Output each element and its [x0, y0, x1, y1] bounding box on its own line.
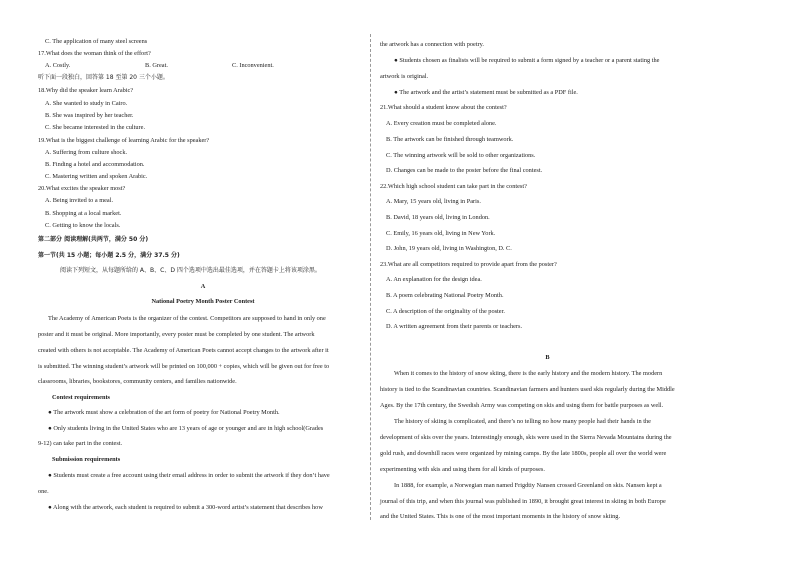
- q22-stem: 22.Which high school student can take part in the contest?: [380, 183, 527, 190]
- q18-option-b: B. She was inspired by her teacher.: [45, 112, 134, 119]
- q16-option-c: C. The application of many steel screens: [45, 38, 148, 45]
- q22-option-c: C. Emily, 16 years old, living in New York.: [386, 230, 496, 237]
- passage-a-title: National Poetry Month Poster Contest: [151, 298, 255, 305]
- passage-a-line: created with others is not acceptable. The Academy of American Poets cannot accept changes to the artwork after it: [38, 347, 329, 354]
- q20-stem: 20.What excites the speaker most?: [38, 185, 126, 192]
- q17-option-a: A. Costly.: [45, 62, 71, 69]
- q18-option-c: C. She became interested in the culture.: [45, 124, 146, 131]
- contest-requirements-heading: Contest requirements: [52, 394, 111, 401]
- q20-option-a: A. Being invited to a meal.: [45, 197, 114, 204]
- submission-item: ● Students must create a free account using their email address in order to submit the artwork if they don’t have: [48, 472, 330, 479]
- passage-a-letter: A: [200, 283, 206, 290]
- q23-option-d: D. A written agreement from their parents or teachers.: [386, 323, 523, 330]
- q19-option-b: B. Finding a hotel and accommodation.: [45, 161, 145, 168]
- passage-b-line: Ages. By the 17th century, the Swedish Army was competing on skis and using them for battle purposes as well.: [380, 402, 664, 409]
- passage-b-line: In 1888, for example, a Norwegian man named Frigdtiy Nansen crossed Greenland on skis. Nansen kept a: [394, 482, 662, 489]
- submission-item: ● Students chosen as finalists will be required to submit a form signed by a teacher or a parent stating the: [394, 57, 660, 64]
- submission-item-cont: artwork is original.: [380, 73, 429, 80]
- listening-instruction: 听下面一段独白，回答第 18 至第 20 三个小题。: [38, 74, 169, 81]
- passage-b-line: and the United States. This is one of the most important moments in the history of snow skiing.: [380, 513, 621, 520]
- submission-item-cont: the artwork has a connection with poetry.: [380, 41, 484, 48]
- section1-title: 第一节(共 15 小题；每小题 2.5 分，满分 37.5 分): [38, 252, 180, 259]
- q23-option-c: C. A description of the originality of the poster.: [386, 308, 505, 315]
- passage-a-line: is submitted. The winning student’s artwork will be printed on 100,000 + copies, which will be given out for free to: [38, 363, 330, 370]
- q22-option-a: A. Mary, 15 years old, living in Paris.: [386, 198, 481, 205]
- part2-title: 第二部分 阅读理解(共两节，满分 50 分): [38, 236, 149, 243]
- passage-b-line: gold rush, and downhill races were organized by mining camps. By the late 1800s, people all over the world were: [380, 450, 667, 457]
- passage-b-line: experimenting with skis and using them for all kinds of purposes.: [380, 466, 545, 473]
- q23-option-a: A. An explanation for the design idea.: [386, 276, 482, 283]
- q21-option-c: C. The winning artwork will be sold to other organizations.: [386, 152, 536, 159]
- q21-option-b: B. The artwork can be finished through teamwork.: [386, 136, 514, 143]
- q19-stem: 19.What is the biggest challenge of learning Arabic for the speaker?: [38, 137, 210, 144]
- passage-b-line: journal of this trip, and when this journal was published in 1890, it brought great interest in skiing in both Europe: [380, 498, 666, 505]
- q17-options: [45, 62, 365, 70]
- q22-option-d: D. John, 19 years old, living in Washington, D. C.: [386, 245, 512, 252]
- q18-option-a: A. She wanted to study in Cairo.: [45, 100, 128, 107]
- q21-stem: 21.What should a student know about the contest?: [380, 104, 507, 111]
- passage-a-line: poster and it must be original. More importantly, every poster must be completed by one student. The artwork: [38, 331, 315, 338]
- q18-stem: 18.Why did the speaker learn Arabic?: [38, 87, 134, 94]
- submission-item-cont: one.: [38, 488, 49, 495]
- right-column: [376, 0, 794, 562]
- passage-b-letter: B: [545, 354, 550, 361]
- submission-item: ● Along with the artwork, each student is required to submit a 300-word artist’s statement that describes how: [48, 504, 323, 511]
- q19-option-a: A. Suffering from culture shock.: [45, 149, 128, 156]
- q17-option-c: C. Inconvenient.: [232, 62, 274, 69]
- passage-b-line: history is tied to the Scandinavian countries. Scandinavian farmers and hunters used skis regularly during the Middle: [380, 386, 675, 393]
- passage-b-line: The history of skiing is complicated, and there’s no telling no how many people had their hands in the: [394, 418, 651, 425]
- submission-item: ● The artwork and the artist’s statement must be submitted as a PDF file.: [394, 89, 578, 96]
- reading-instruction: 阅读下列短文，从每题所给的 A、B、C、D 四个选项中选出最佳选项，并在答题卡上将该项涂黑。: [60, 267, 321, 274]
- q20-option-b: B. Shopping at a local market.: [45, 210, 122, 217]
- requirement-item: ● Only students living in the United States who are 13 years of age or younger and are in high school(Grades: [48, 425, 324, 432]
- q19-option-c: C. Mastering written and spoken Arabic.: [45, 173, 148, 180]
- left-column: [0, 0, 376, 562]
- q17-option-b: B. Great.: [145, 62, 168, 69]
- passage-a-line: The Academy of American Poets is the organizer of the contest. Competitors are supposed to hand in only one: [48, 315, 326, 322]
- q21-option-a: A. Every creation must be completed alone.: [386, 120, 497, 127]
- passage-a-line: classrooms, libraries, bookstores, community centers, and families nationwide.: [38, 378, 237, 385]
- passage-b-line: development of skis over the years. Interestingly enough, skis were used in the Sierra Nevada Mountains during the: [380, 434, 672, 441]
- q20-option-c: C. Getting to know the locals.: [45, 222, 121, 229]
- q23-stem: 23.What are all competitors required to provide apart from the poster?: [380, 261, 557, 268]
- q23-option-b: B. A poem celebrating National Poetry Month.: [386, 292, 504, 299]
- submission-requirements-heading: Submission requirements: [52, 456, 121, 463]
- q17-stem: 17.What does the woman think of the effort?: [38, 50, 151, 57]
- q22-option-b: B. David, 18 years old, living in London.: [386, 214, 490, 221]
- requirement-item: ● The artwork must show a celebration of the art form of poetry for National Poetry Month.: [48, 409, 280, 416]
- q21-option-d: D. Changes can be made to the poster before the final contest.: [386, 167, 543, 174]
- requirement-item-cont: 9-12) can take part in the contest.: [38, 440, 123, 447]
- passage-b-line: When it comes to the history of snow skiing, there is the early history and the modern history. The modern: [394, 370, 663, 377]
